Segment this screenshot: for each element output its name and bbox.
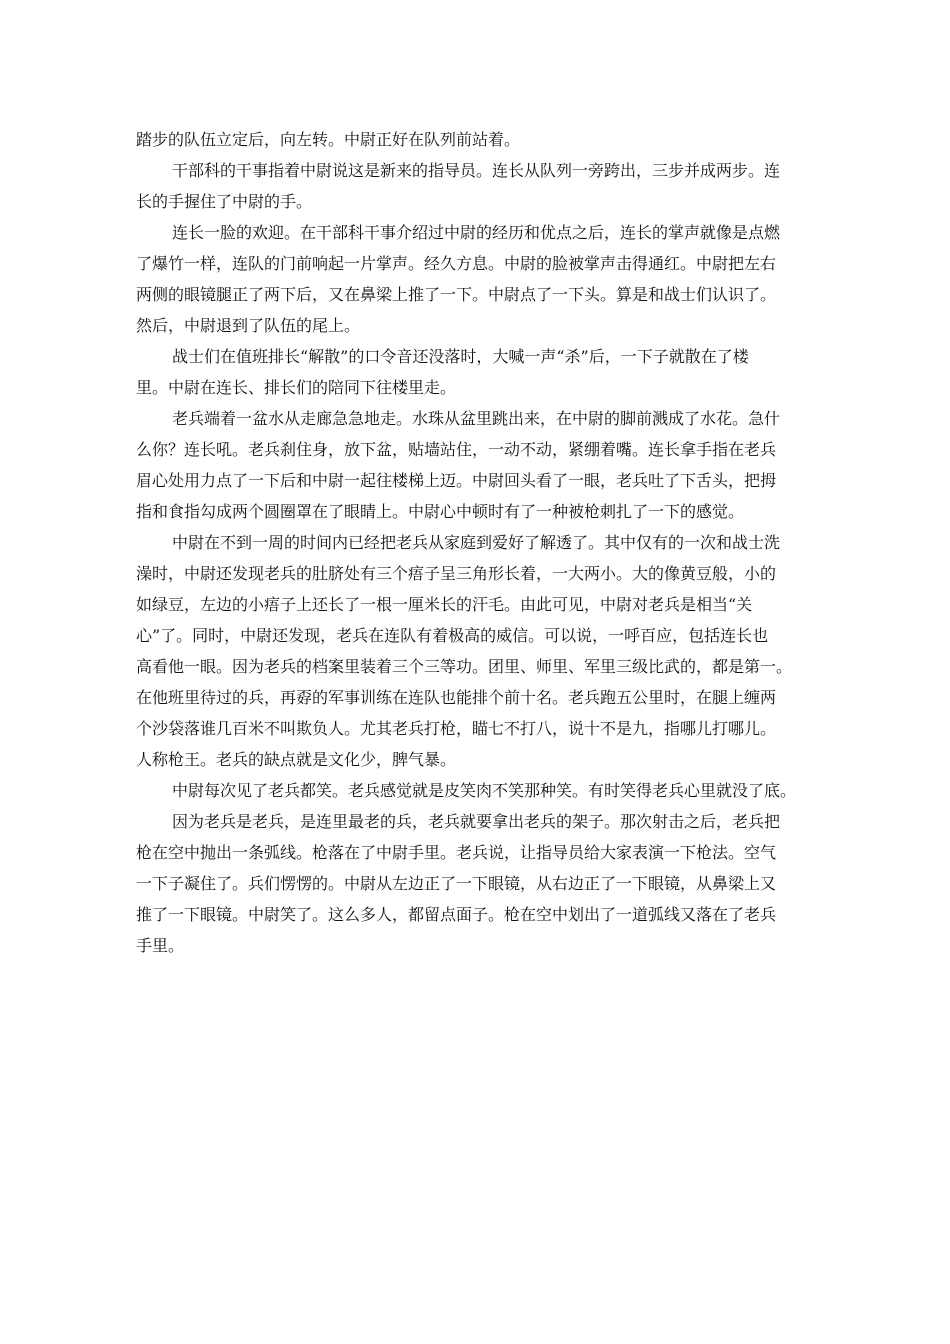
text-line: 老兵端着一盆水从走廊急急地走。水珠从盆里跳出来，在中尉的脚前溅成了水花。急什 (172, 409, 781, 428)
text-line: 在他班里待过的兵，再孬的军事训练在连队也能排个前十名。老兵跑五公里时，在腿上缠两 (136, 688, 777, 707)
text-line: 干部科的干事指着中尉说这是新来的指导员。连长从队列一旁跨出，三步并成两步。连 (172, 161, 781, 180)
text-line: 人称枪王。老兵的缺点就是文化少，脾气暴。 (136, 750, 457, 769)
text-line: 枪在空中抛出一条弧线。枪落在了中尉手里。老兵说，让指导员给大家表演一下枪法。空气 (136, 843, 777, 862)
text-line: 推了一下眼镜。中尉笑了。这么多人，都留点面子。枪在空中划出了一道弧线又落在了老兵 (136, 905, 777, 924)
text-line: 连长一脸的欢迎。在干部科干事介绍过中尉的经历和优点之后，连长的掌声就像是点燃 (172, 223, 781, 242)
text-line: 澡时，中尉还发现老兵的肚脐处有三个痦子呈三角形长着，一大两小。大的像黄豆般，小的 (136, 564, 777, 583)
text-line: 如绿豆，左边的小痦子上还长了一根一厘米长的汗毛。由此可见，中尉对老兵是相当“关 (136, 595, 753, 614)
text-line: 一下子凝住了。兵们愣愣的。中尉从左边正了一下眼镜，从右边正了一下眼镜，从鼻梁上又 (136, 874, 777, 893)
paragraph (136, 341, 836, 403)
text-line: 里。中尉在连长、排长们的陪同下往楼里走。 (136, 378, 457, 397)
text-line: 手里。 (136, 936, 185, 955)
paragraph (136, 124, 836, 155)
text-line: 个沙袋落谁几百米不叫欺负人。尤其老兵打枪，瞄七不打八，说十不是九，指哪儿打哪儿。 (136, 719, 777, 738)
paragraph (136, 403, 836, 527)
text-line: 了爆竹一样，连队的门前响起一片掌声。经久方息。中尉的脸被掌声击得通红。中尉把左右 (136, 254, 777, 273)
text-line: 中尉在不到一周的时间内已经把老兵从家庭到爱好了解透了。其中仅有的一次和战士洗 (172, 533, 781, 552)
document-body (136, 124, 836, 961)
text-line: 指和食指勾成两个圆圈罩在了眼睛上。中尉心中顿时有了一种被枪刺扎了一下的感觉。 (136, 502, 745, 521)
text-line: 踏步的队伍立定后，向左转。中尉正好在队列前站着。 (136, 130, 521, 149)
text-line: 么你？连长吼。老兵刹住身，放下盆，贴墙站住，一动不动，紧绷着嘴。连长拿手指在老兵 (136, 440, 777, 459)
paragraph (136, 527, 836, 775)
text-line: 心”了。同时，中尉还发现，老兵在连队有着极高的威信。可以说，一呼百应，包括连长也 (136, 626, 769, 645)
text-line: 眉心处用力点了一下后和中尉一起往楼梯上迈。中尉回头看了一眼，老兵吐了下舌头，把拇 (136, 471, 777, 490)
text-line: 长的手握住了中尉的手。 (136, 192, 313, 211)
text-line: 战士们在值班排长“解散”的口令音还没落时，大喊一声“杀”后，一下子就散在了楼 (172, 347, 749, 366)
text-line: 高看他一眼。因为老兵的档案里装着三个三等功。团里、师里、军里三级比武的，都是第一。 (136, 657, 793, 676)
text-line: 两侧的眼镜腿正了两下后，又在鼻梁上推了一下。中尉点了一下头。算是和战士们认识了。 (136, 285, 777, 304)
text-line: 中尉每次见了老兵都笑。老兵感觉就是皮笑肉不笑那种笑。有时笑得老兵心里就没了底。 (172, 781, 797, 800)
paragraph (136, 775, 836, 806)
paragraph (136, 217, 836, 341)
paragraph (136, 155, 836, 217)
text-line: 然后，中尉退到了队伍的尾上。 (136, 316, 361, 335)
text-line: 因为老兵是老兵，是连里最老的兵，老兵就要拿出老兵的架子。那次射击之后，老兵把 (172, 812, 781, 831)
paragraph (136, 806, 836, 961)
